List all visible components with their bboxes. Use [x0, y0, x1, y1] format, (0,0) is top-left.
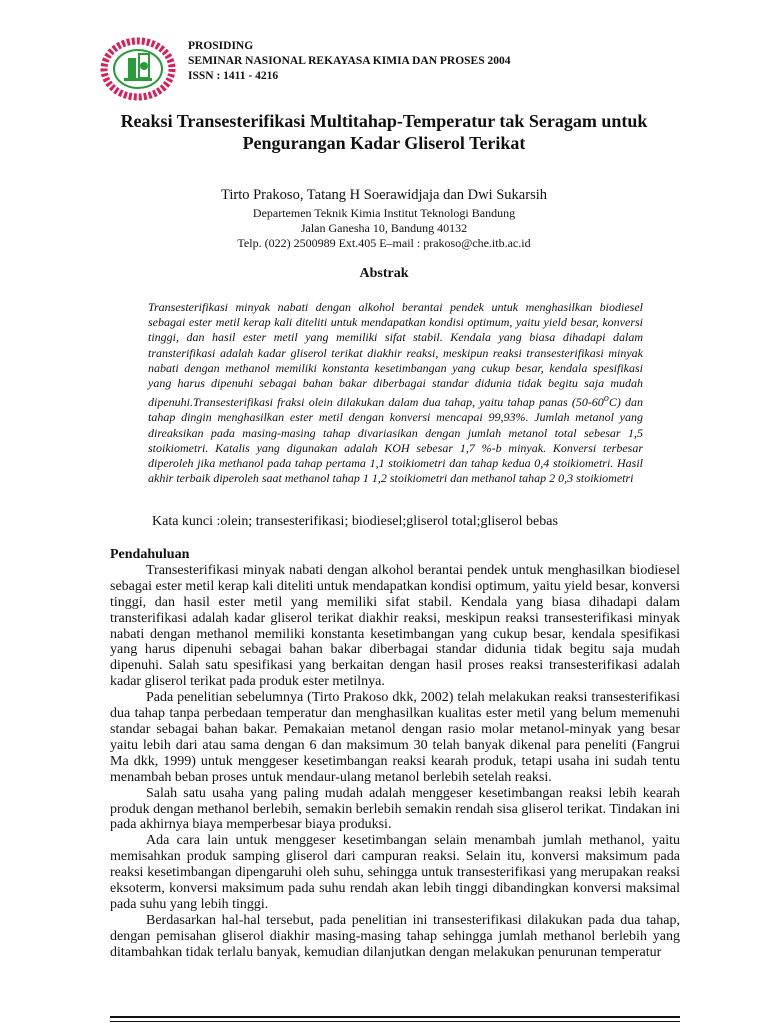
footer-divider [110, 1016, 680, 1018]
proceedings-header [98, 34, 698, 94]
paper-title-line-1: Reaksi Transesterifikasi Multitahap-Temperatur tak Seragam untuk [120, 111, 648, 131]
affiliation [0, 206, 768, 251]
introduction-section [110, 547, 680, 961]
paper-title [0, 110, 768, 154]
body-paragraph: Berdasarkan hal-hal tersebut, pada penelitian ini transesterifikasi dilakukan pada dua tahap, dengan pemisahan gliserol diakhir masing-masing tahap sehingga jumlah methanol berlebih yang ditambahkan tidak terlalu banyak, kemudian dilanjutkan dengan melakukan penurunan temperatur [110, 912, 680, 960]
header-text [188, 39, 511, 84]
seminar-logo-icon [98, 36, 182, 102]
body-paragraph: Pada penelitian sebelumnya (Tirto Prakoso dkk, 2002) telah melakukan reaksi transesterifikasi dua tahap tanpa perbedaan temperatur dan menghasilkan kualitas ester metil yang belum memenuhi standar sebagai bahan bakar. Pemakaian metanol dengan rasio molar metanol-minyak yang besar yaitu lebih dari atau sama dengan 6 dan maksimum 30 telah banyak dikenal para peneliti (Fangrui Ma dkk, 1999) untuk menggeser kesetimbangan reaksi kearah produk, tetapi usaha ini sudah tentu menambah beban proses untuk mendaur-ulang metanol berlebih setelah reaksi. [110, 690, 680, 785]
degree-superscript: o [603, 393, 609, 405]
abstract-text [148, 300, 643, 486]
body-paragraph: Salah satu usaha yang paling mudah adalah menggeser kesetimbangan reaksi lebih kearah produk dengan methanol berlebih, semakin berlebih semakin rendah sisa gliserol terikat. Tindakan ini pada akhirnya biaya memperbesar biaya produksi. [110, 785, 680, 833]
issn: ISSN : 1411 - 4216 [188, 70, 279, 82]
paper-title-line-2: Pengurangan Kadar Gliserol Terikat [242, 133, 526, 153]
seminar-name: SEMINAR NASIONAL REKAYASA KIMIA DAN PROSES 2004 [188, 55, 511, 67]
proceedings-label: PROSIDING [188, 40, 254, 52]
abstract-heading: Abstrak [359, 266, 409, 281]
body-paragraph: Ada cara lain untuk menggeser kesetimbangan selain menambah jumlah methanol, yaitu memisahkan produk samping gliserol dari campuran reaksi. Selain itu, konversi maksimum pada reaksi kesetimbangan dipengaruhi oleh suhu, sehingga untuk transesterifikasi yang merupakan reaksi eksoterm, konversi maksimum pada suhu rendah akan lebih tinggi dibandingkan konversi maksimal pada suhu yang lebih tinggi. [110, 833, 680, 912]
affiliation-address: Jalan Ganesha 10, Bandung 40132 [300, 221, 468, 235]
section-heading: Pendahuluan [110, 547, 190, 562]
body-paragraph: Transesterifikasi minyak nabati dengan alkohol berantai pendek untuk menghasilkan biodiesel sebagai ester metil kerap kali diteliti untuk mendapatkan kondisi optimum, yaitu yield besar, konversi tinggi, dan hasil ester metil yang memiliki sifat stabil. Kendala yang biasa dihadapi dalam transterifikasi adalah kadar gliserol terikat diakhir reaksi, meskipun reaksi transesterifikasi minyak nabati dengan methanol memiliki konstanta kesetimbangan yang cukup besar, kendala spesifikasi yang harus dipenuhi sebagai bahan bakar diberbagai standar didunia tidak begitu saja mudah dipenuhi. Salah satu spesifikasi yang berkaitan dengan hasil proses reaksi transesterifikasi adalah kadar gliserol terikat pada produk ester metilnya. [110, 562, 680, 690]
affiliation-department: Departemen Teknik Kimia Institut Teknologi Bandung [252, 206, 516, 220]
footer-divider [110, 1021, 680, 1022]
author-list: Tirto Prakoso, Tatang H Soerawidjaja dan Dwi Sukarsih [220, 187, 547, 203]
keywords: Kata kunci :olein; transesterifikasi; biodiesel;gliserol total;gliserol bebas [152, 514, 558, 529]
abstract-text-part-2: C) dan tahap dingin menghasilkan ester metil dengan konversi mencapai 99,93%. Jumlah metanol yang direaksikan pada masing-masing tahap divariasikan dengan jumlah metanol total sebesar 1,5 stoikiometri. Katalis yang digunakan adalah KOH sebesar 1,7 %-b minyak. Konversi terbesar diperoleh jika methanol pada tahap pertama 1,1 stoikiometri dan tahap kedua 0,4 stoikiometri. Hasil akhir terbaik diperoleh saat methanol tahap 1 1,2 stoikiometri dan methanol tahap 2 0,3 stoikiometri [148, 395, 643, 486]
abstract-text-part-1: Transesterifikasi minyak nabati dengan alkohol berantai pendek untuk menghasilkan biodiesel sebagai ester metil kerap kali diteliti untuk mendapatkan kondisi optimum, yaitu yield besar, konversi tinggi, dan hasil ester metil yang memiliki sifat stabil. Kendala yang biasa dihadapi dalam transterifikasi adalah kadar gliserol terikat diakhir reaksi, meskipun reaksi transesterifikasi minyak nabati dengan methanol memiliki konstanta kesetimbangan yang cukup besar, kendala spesifikasi yang harus dipenuhi sebagai bahan bakar diberbagai standar didunia tidak begitu saja mudah dipenuhi.Transesterifikasi fraksi olein dilakukan dalam dua tahap, yaitu tahap panas (50-60 [148, 300, 643, 410]
affiliation-contact: Telp. (022) 2500989 Ext.405 E–mail : prakoso@che.itb.ac.id [237, 236, 531, 250]
